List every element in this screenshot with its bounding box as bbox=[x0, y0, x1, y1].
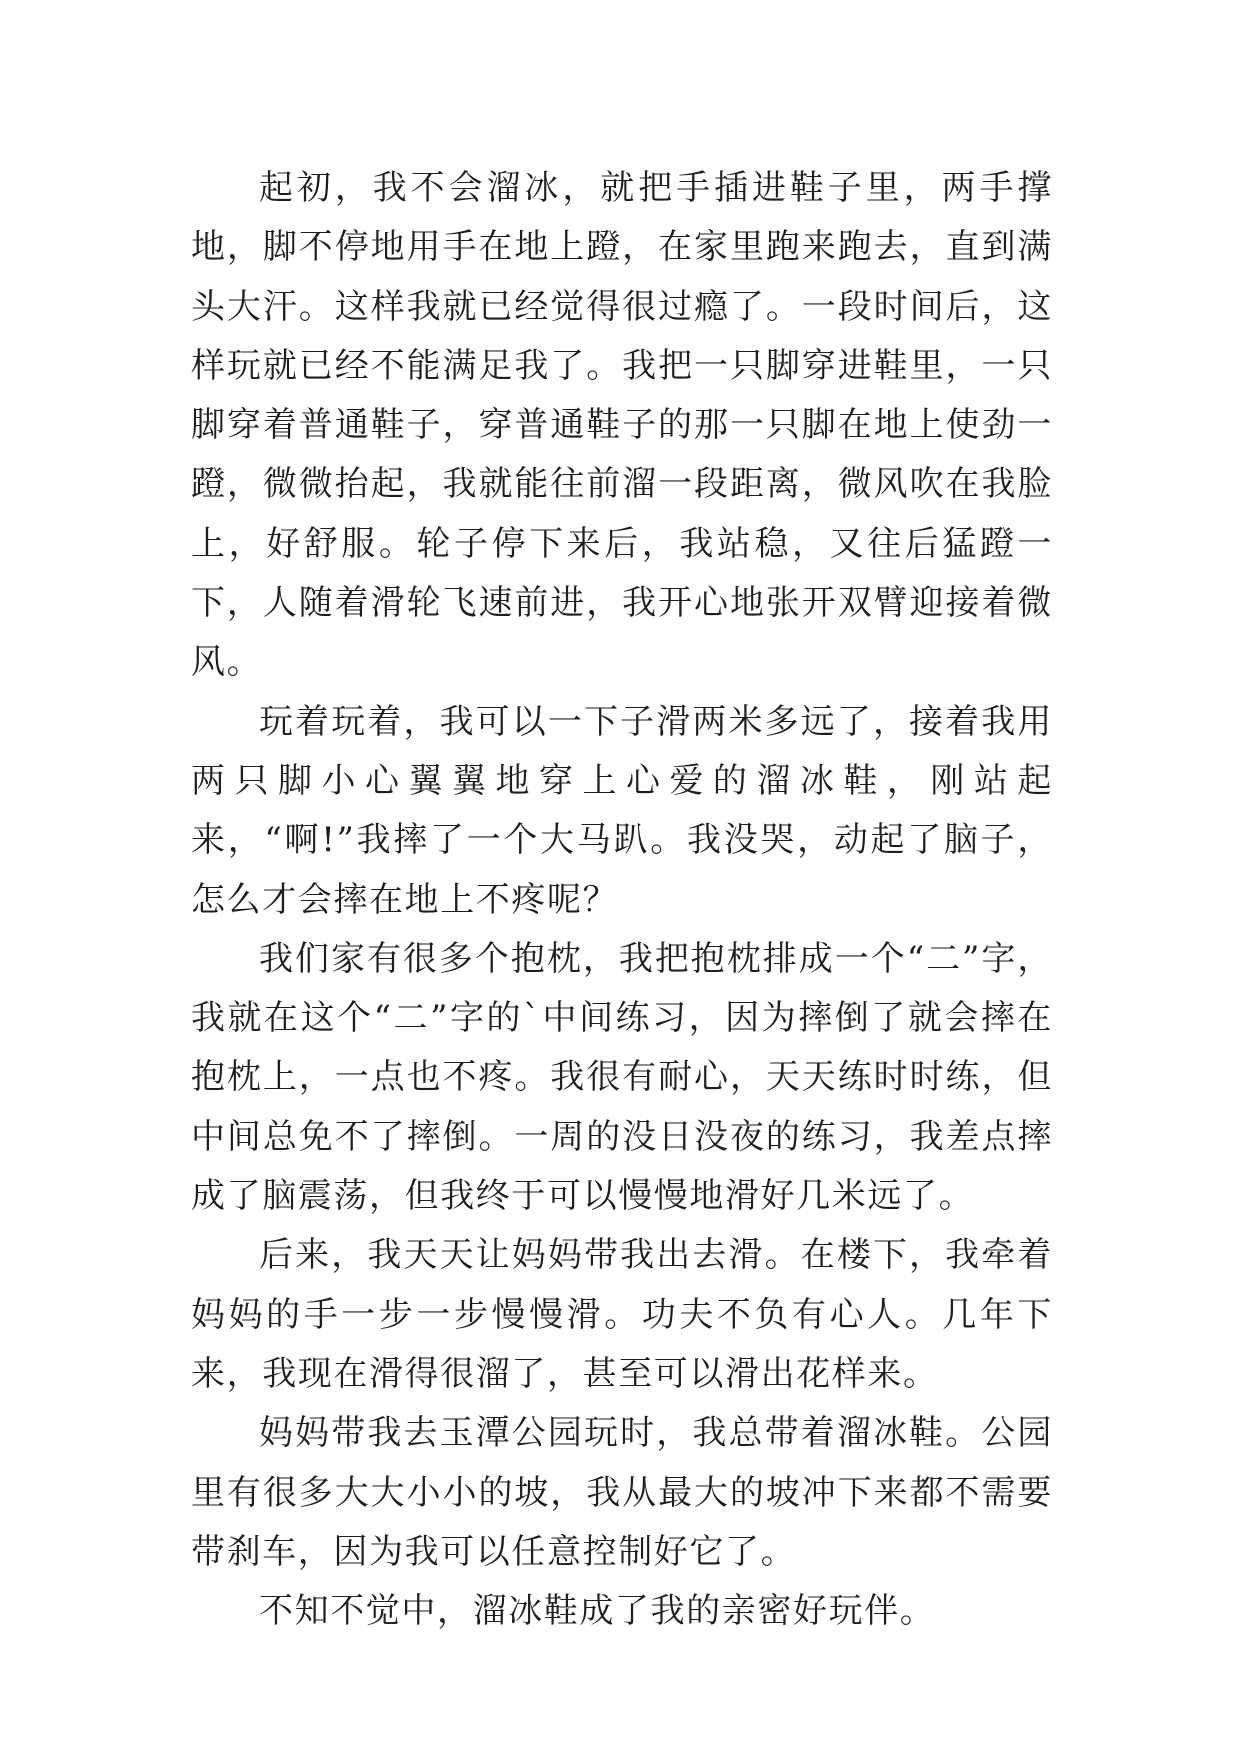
paragraph-6: 不知不觉中，溜冰鞋成了我的亲密好玩伴。 bbox=[259, 1591, 936, 1632]
paragraph-3: 我们家有很多个抱枕，我把抱枕排成一个“二”字，我就在这个“二”字的`中间练习，因为摔倒了就会摔在抱枕上，一点也不疼。我很有耐心，天天练时时练，但中间总免不了摔倒。一周的没日没夜的练习，我差点摔成了脑震荡，但我终于可以慢慢地滑好几米远了。 bbox=[191, 938, 1053, 1217]
paragraph-1: 起初，我不会溜冰，就把手插进鞋子里，两手撑地，脚不停地用手在地上蹬，在家里跑来跑去，直到满头大汗。这样我就已经觉得很过瘾了。一段时间后，这样玩就已经不能满足我了。我把一只脚穿进鞋里，一只脚穿着普通鞋子，穿普通鞋子的那一只脚在地上使劲一蹬，微微抬起，我就能往前溜一段距离，微风吹在我脸上，好舒服。轮子停下来后，我站稳，又往后猛蹬一下，人随着滑轮飞速前进，我开心地张开双臂迎接着微风。 bbox=[191, 168, 1053, 683]
paragraph-5: 妈妈带我去玉潭公园玩时，我总带着溜冰鞋。公园里有很多大大小小的坡，我从最大的坡冲下来都不需要带刹车，因为我可以任意控制好它了。 bbox=[191, 1413, 1053, 1572]
paragraph-4: 后来，我天天让妈妈带我出去滑。在楼下，我牵着妈妈的手一步一步慢慢滑。功夫不负有心人。几年下来，我现在滑得很溜了，甚至可以滑出花样来。 bbox=[191, 1235, 1053, 1394]
essay-body bbox=[191, 159, 1053, 1641]
paragraph-2: 玩着玩着，我可以一下子滑两米多远了，接着我用两只脚小心翼翼地穿上心爱的溜冰鞋，刚站起来，“啊!”我摔了一个大马趴。我没哭，动起了脑子，怎么才会摔在地上不疼呢？ bbox=[191, 701, 1053, 920]
